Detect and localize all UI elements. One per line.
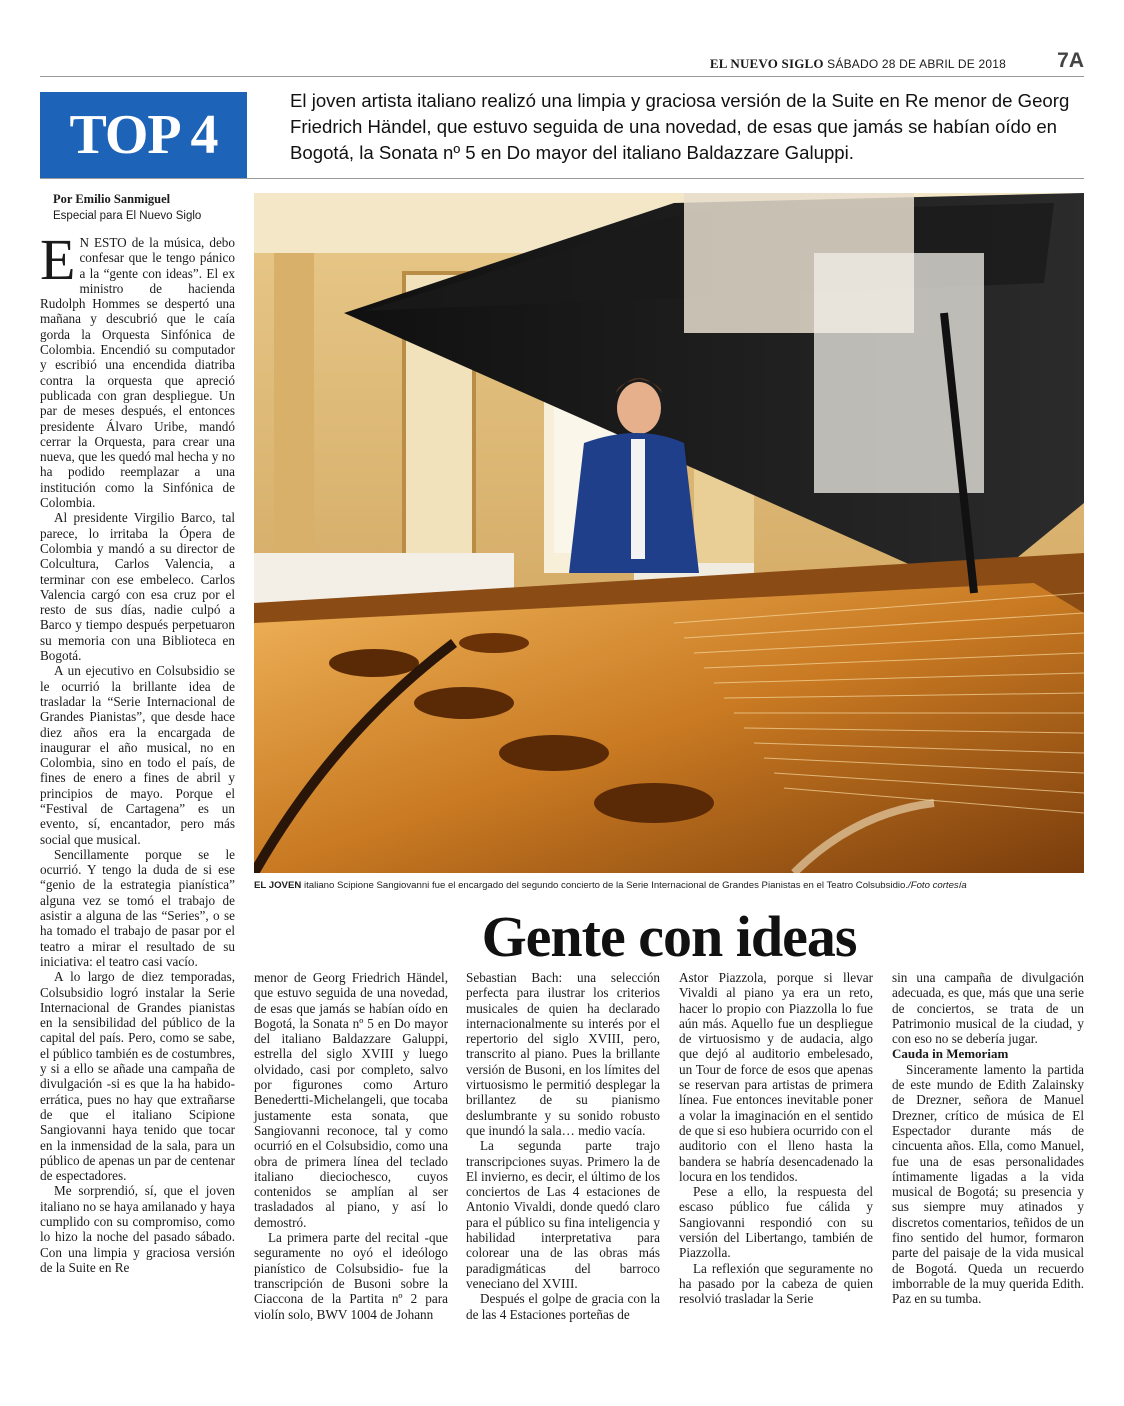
- article-column-4: [679, 970, 873, 1307]
- issue-date: SÁBADO 28 DE ABRIL DE 2018: [827, 57, 1006, 71]
- article-paragraph: Astor Piazzola, porque si llevar Vivaldi al piano ya era un reto, hacer lo propio con Piazzolla lo fue aún más. Aquello fue un despliegue de virtuosismo y de audacia, algo que dejó al auditorio embelesado, un Tour de force de esos que apenas se reservan para artistas de primera línea. Fue entonces inevitable poner a volar la imaginación en el sentido de que si eso hubiera ocurrido con el auditorio con el lleno hasta la bandera se habría desencadenado la locura en los tendidos.: [679, 970, 873, 1184]
- article-paragraph: Al presidente Virgilio Barco, tal parece, lo irritaba la Ópera de Colombia y mandó a su director de Colcultura, Carlos Valencia, a terminar con ese embeleco. Carlos Valencia cargó con esa cruz por el resto de sus días, nadie culpó a Barco y tiempo después perpetuaron su memoria con una Biblioteca en Bogotá.: [40, 510, 235, 664]
- section-badge: [40, 92, 247, 178]
- drop-cap: E: [40, 227, 76, 292]
- article-paragraph: Sebastian Bach: una selección perfecta para ilustrar los criterios musicales de quien ha declarado internacionalmente su interés por el repertorio del siglo XVIII, pero, transcrito al piano. Pues la brillante versión de Busoni, en los límites del virtuosismo le permitió desplegar la brillantez de su pianismo deslumbrante y su sonido robusto que inundó la sala… medio vacía.: [466, 970, 660, 1138]
- photo-credit: /Foto cortesía: [908, 880, 967, 891]
- page-number: 7A: [1057, 49, 1084, 72]
- article-paragraph: Después el golpe de gracia con la de las 4 Estaciones porteñas de: [466, 1291, 660, 1322]
- article-paragraph: sin una campaña de divulgación adecuada, es que, más que una serie de conciertos, se trata de un Patrimonio musical de la ciudad, y con eso no se debería jugar.: [892, 970, 1084, 1047]
- article-headline: Gente con ideas: [481, 904, 857, 969]
- article-deck: El joven artista italiano realizó una limpia y graciosa versión de la Suite en Re menor de Georg Friedrich Händel, que estuvo seguida de una novedad, de esas que jamás se habían oído en Bogotá, la Sonata nº 5 en Do mayor del italiano Baldazzare Galuppi.: [290, 90, 1070, 163]
- byline-author: Por Emilio Sanmiguel: [53, 192, 171, 206]
- newspaper-title: EL NUEVO SIGLO: [709, 56, 824, 71]
- article-paragraph: Sinceramente lamento la partida de este mundo de Edith Zalainsky de Drezner, señora de Manuel Drezner, crítico de música de El Espectador durante más de cincuenta años. Ella, como Manuel, fue una de esas personalidades íntimamente ligadas a la vida musical de Bogotá; su presencia y sus siempre muy atinados y discretos comentarios, teñidos de un fino sentido del humor, formaron parte del paisaje de la vida musical de Bogotá. Queda un recuerdo imborrable de la muy querida Edith. Paz en su tumba.: [892, 1061, 1084, 1307]
- section-label: TOP 4: [69, 104, 218, 166]
- article-column-5: [892, 970, 1084, 1307]
- article-paragraph: Pese a ello, la respuesta del escaso público fue cálida y Sangiovanni respondió con su versión del Libertango, también de Piazzolla.: [679, 1184, 873, 1261]
- masthead: [40, 48, 1084, 76]
- article-paragraph: A un ejecutivo en Colsubsidio se le ocurrió la brillante idea de trasladar la “Serie Internacional de Grandes Pianistas”, que desde hace diez años era la encargada de inaugurar el año musical, no en Colombia, sino en todo el país, de fines de enero a fines de abril y principios de mayo. Porque el “Festival de Cartagena” es un evento, sí, encantador, pero más social que musical.: [40, 663, 235, 847]
- piano-photo-illustration: [254, 193, 1084, 873]
- article-column-3: [466, 970, 660, 1322]
- header-rule: [40, 76, 1084, 77]
- article-photo: [254, 193, 1084, 873]
- byline: [53, 192, 201, 222]
- paragraph-text: N ESTO de la música, debo confesar que le tengo pánico a la “gente con ideas”. El ex ministro de hacienda Rudolph Hommes se despertó una mañana y descubrió que le caía gorda la Orquesta Sinfónica de Colombia. Encendió su computador y escribió una encendida diatriba contra la orquesta que apreció publicada con gran despliegue. Un par de meses después, el entonces presidente Álvaro Uribe, mandó cerrar la Orquesta, para crear una nueva, que les quedó mal hecha y no ha podido reemplazar a una institución como la Sinfónica de Colombia.: [40, 235, 235, 511]
- article-paragraph: [40, 227, 235, 511]
- byline-role: Especial para El Nuevo Siglo: [53, 210, 202, 222]
- article-subhead: Cauda in Memoriam: [892, 1046, 1009, 1062]
- article-paragraph: Me sorprendió, sí, que el joven italiano no se haya amilanado y haya cumplido con su compromiso, como lo hizo la noche del pasado sábado. Con una limpia y graciosa versión de la Suite en Re: [40, 1183, 235, 1275]
- caption-text: italiano Scipione Sangiovanni fue el encargado del segundo concierto de la Serie Internacional de Grandes Pianistas en el Teatro Colsubsidio.: [301, 880, 909, 891]
- article-paragraph: Sencillamente porque se le ocurrió. Y tengo la duda de si ese “genio de la estrategia pianística” alguna vez se tomó el trabajo de asistir a alguna de las “Series”, o se ha tomado el trabajo de pasar por el teatro a mirar el resultado de su iniciativa: el teatro casi vacío.: [40, 846, 235, 969]
- article-paragraph: La primera parte del recital -que seguramente no oyó el ideólogo pianístico de Colsubsidio- fue la transcripción de Busoni sobre la Ciaccona de la Partita nº 2 para violín solo, BWV 1004 de Johann: [254, 1230, 448, 1322]
- article-paragraph: menor de Georg Friedrich Händel, que estuvo seguida de una novedad, de esas que jamás se habían oído en Bogotá, la Sonata nº 5 en Do mayor del italiano Baldazzare Galuppi, estrella del siglo XVIII y luego olvidado, casi por completo, salvo por figurones como Arturo Benedertti-Michelangeli, que tocaba justamente esta sonata, que Sangiovanni reconoce, tal y como ocurrió en el Colsubsidio, como una obra de primera línea del teclado italiano dieciochesco, cuyos contenidos se amplían al ser trasladados al piano, y así lo demostró.: [254, 970, 448, 1230]
- photo-caption: [254, 880, 1084, 891]
- article-column-1: [40, 227, 235, 1275]
- article-paragraph: A lo largo de diez temporadas, Colsubsidio logró instalar la Serie Internacional de Grandes pianistas en la sensibilidad del público de la capital del país. Pero, como se sabe, el público también es de costumbres, y si a ello se añade una campaña de divulgación -si es que la ha habido- errática, pues no hay que extrañarse de que el italiano Scipione Sangiovanni haya tenido que tocar en la inmensidad de la sala, para un público de apenas un par de centenar de espectadores.: [40, 969, 235, 1184]
- article-column-2: [254, 970, 448, 1322]
- newspaper-name: [710, 56, 1006, 72]
- article-paragraph: La reflexión que seguramente no ha pasado por la cabeza de quien resolvió trasladar la Serie: [679, 1260, 873, 1307]
- section-rule: [40, 178, 1084, 179]
- article-paragraph: La segunda parte trajo transcripciones suyas. Primero la de El invierno, es decir, el último de los conciertos de Las 4 estaciones de Antonio Vivaldi, donde quedó claro para el público su fina inteligencia y habilidad interpretativa para colorear una de las obras más paradigmáticas del barroco veneciano del XVIII.: [466, 1138, 660, 1291]
- caption-lead: EL JOVEN: [254, 880, 302, 891]
